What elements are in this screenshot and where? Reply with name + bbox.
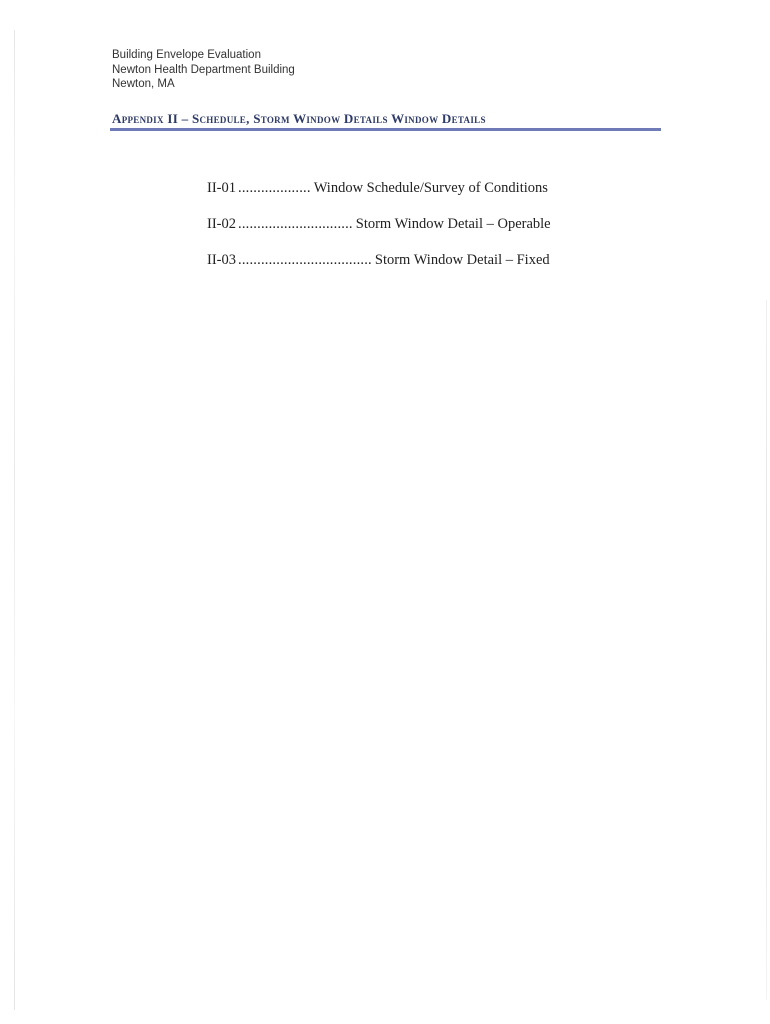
table-of-contents (207, 180, 551, 288)
toc-entry (207, 216, 551, 252)
appendix-heading: Appendix II – Schedule, Storm Window Details Window Details (112, 111, 486, 126)
toc-entry-leader: ................... (238, 180, 311, 196)
header-line-location: Newton, MA (112, 78, 175, 90)
toc-entry-title: Storm Window Detail – Operable (355, 216, 551, 232)
toc-entry-title: Storm Window Detail – Fixed (374, 252, 550, 268)
toc-entry-leader: ................................... (238, 252, 372, 268)
toc-entry-code: II-03 (207, 252, 236, 268)
scan-edge-left (14, 30, 15, 1010)
header-line-building: Newton Health Department Building (112, 63, 295, 76)
scan-edge-right (766, 300, 767, 1000)
toc-entry (207, 180, 551, 216)
toc-entry-code: II-01 (207, 180, 236, 196)
toc-entry-leader: .............................. (238, 216, 353, 232)
toc-entry-code: II-02 (207, 216, 236, 232)
document-header (112, 48, 295, 92)
header-line-project: Building Envelope Evaluation (112, 49, 261, 61)
toc-entry-title: Window Schedule/Survey of Conditions (313, 180, 548, 196)
heading-rule (110, 128, 661, 131)
toc-entry (207, 252, 551, 288)
